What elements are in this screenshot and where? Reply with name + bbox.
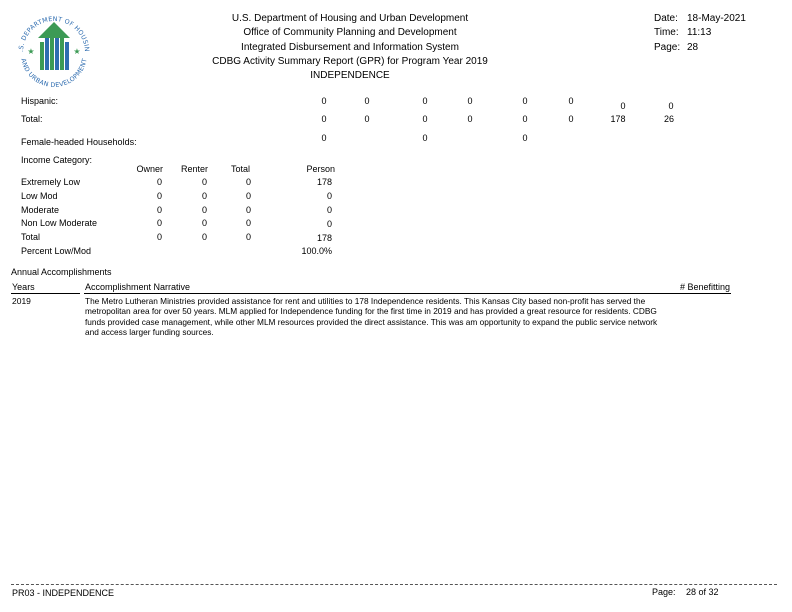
footer-report-id: PR03 - INDEPENDENCE — [12, 588, 115, 598]
income-cell: 0 — [201, 177, 207, 187]
female-headed-label: Female-headed Households: — [21, 137, 137, 147]
col-person-header: Person — [306, 164, 335, 174]
race-cell: 0 — [568, 96, 574, 106]
footer-divider — [11, 584, 777, 585]
income-cell: 0 — [245, 205, 251, 215]
narrative-underline — [84, 293, 731, 294]
race-cell: 0 — [467, 114, 473, 124]
percent-low-mod-value: 100.0% — [301, 246, 332, 256]
grantee-name: INDEPENDENCE — [310, 70, 390, 81]
race-cell: 26 — [663, 114, 674, 124]
income-cell: 0 — [326, 191, 332, 201]
seal-star-right-icon: ★ — [73, 47, 81, 56]
annual-accomplishments-title: Annual Accomplishments — [11, 267, 112, 277]
income-cell: 0 — [156, 177, 162, 187]
income-row-label: Extremely Low — [21, 177, 81, 187]
income-cell: 0 — [245, 177, 251, 187]
income-cell: 178 — [316, 177, 332, 187]
hud-seal-logo — [14, 12, 94, 88]
income-cell: 0 — [326, 205, 332, 215]
race-cell: 0 — [467, 96, 473, 106]
race-cell: 0 — [522, 96, 528, 106]
col-owner-header: Owner — [136, 164, 163, 174]
race-cell: 0 — [668, 101, 674, 111]
income-row-label: Total — [21, 232, 41, 242]
page-label: Page: — [654, 42, 681, 53]
female-headed-value: 0 — [321, 133, 327, 143]
income-row-label: Low Mod — [21, 191, 58, 201]
date-label: Date: — [654, 13, 678, 24]
seal-text-bottom: AND URBAN DEVELOPMENT — [19, 57, 89, 88]
header-office: Office of Community Planning and Development — [243, 27, 457, 38]
income-cell: 178 — [316, 233, 332, 243]
seal-text-top: .S. DEPARTMENT OF HOUSIN — [17, 15, 91, 53]
footer-page-value: 28 of 32 — [686, 587, 719, 597]
report-title: CDBG Activity Summary Report (GPR) for Program Year 2019 — [212, 56, 488, 67]
date-value: 18-May-2021 — [687, 13, 746, 24]
income-cell: 0 — [245, 191, 251, 201]
time-label: Time: — [654, 27, 679, 38]
page-value: 28 — [687, 42, 699, 53]
race-cell: 0 — [321, 114, 327, 124]
percent-low-mod-label: Percent Low/Mod — [21, 246, 92, 256]
race-cell: 0 — [422, 114, 428, 124]
accomplishment-year: 2019 — [12, 296, 31, 306]
female-headed-value: 0 — [422, 133, 428, 143]
total-label: Total: — [21, 114, 43, 124]
income-cell: 0 — [201, 191, 207, 201]
seal-star-left-icon: ★ — [27, 47, 35, 56]
income-cell: 0 — [245, 218, 251, 228]
col-narrative-header: Accomplishment Narrative — [85, 282, 191, 292]
income-cell: 0 — [201, 232, 207, 242]
col-total-header: Total — [230, 164, 250, 174]
years-underline — [11, 293, 80, 294]
header-agency: U.S. Department of Housing and Urban Development — [231, 13, 469, 24]
race-cell: 0 — [321, 96, 327, 106]
time-value: 11:13 — [687, 27, 712, 38]
income-cell: 0 — [326, 219, 332, 229]
income-cell: 0 — [156, 232, 162, 242]
income-row-label: Non Low Moderate — [21, 218, 98, 228]
hispanic-label: Hispanic: — [21, 96, 59, 106]
income-cell: 0 — [156, 191, 162, 201]
race-cell: 0 — [422, 96, 428, 106]
income-category-title: Income Category: — [21, 155, 93, 165]
income-cell: 0 — [156, 205, 162, 215]
race-cell: 0 — [522, 114, 528, 124]
race-cell: 0 — [620, 101, 626, 111]
footer-page-label: Page: — [652, 587, 676, 597]
col-benefitting-header: # Benefitting — [679, 282, 730, 292]
race-cell: 0 — [364, 114, 370, 124]
race-cell: 178 — [610, 114, 626, 124]
income-cell: 0 — [245, 232, 251, 242]
race-cell: 0 — [568, 114, 574, 124]
header-system: Integrated Disbursement and Information System — [241, 42, 459, 53]
female-headed-value: 0 — [522, 133, 528, 143]
accomplishment-narrative: The Metro Lutheran Ministries provided assistance for rent and utilities to 178 Independence residents. This Kansas City based non-profit has served the metropolitan area for over 50 years. MLM applied for Independence funding for the first time in 2019 and has provided a great resource for residents. CDBG funds provided case management, while other MLM resources provided the direct assistance. This was am opportunity to expand the public service network and access larger funding sources. — [85, 296, 658, 338]
col-renter-header: Renter — [180, 164, 208, 174]
income-row-label: Moderate — [21, 205, 60, 215]
seal-building-icon — [38, 22, 70, 70]
col-years-header: Years — [12, 282, 35, 292]
race-cell: 0 — [364, 96, 370, 106]
income-cell: 0 — [201, 205, 207, 215]
income-cell: 0 — [156, 218, 162, 228]
income-cell: 0 — [201, 218, 207, 228]
